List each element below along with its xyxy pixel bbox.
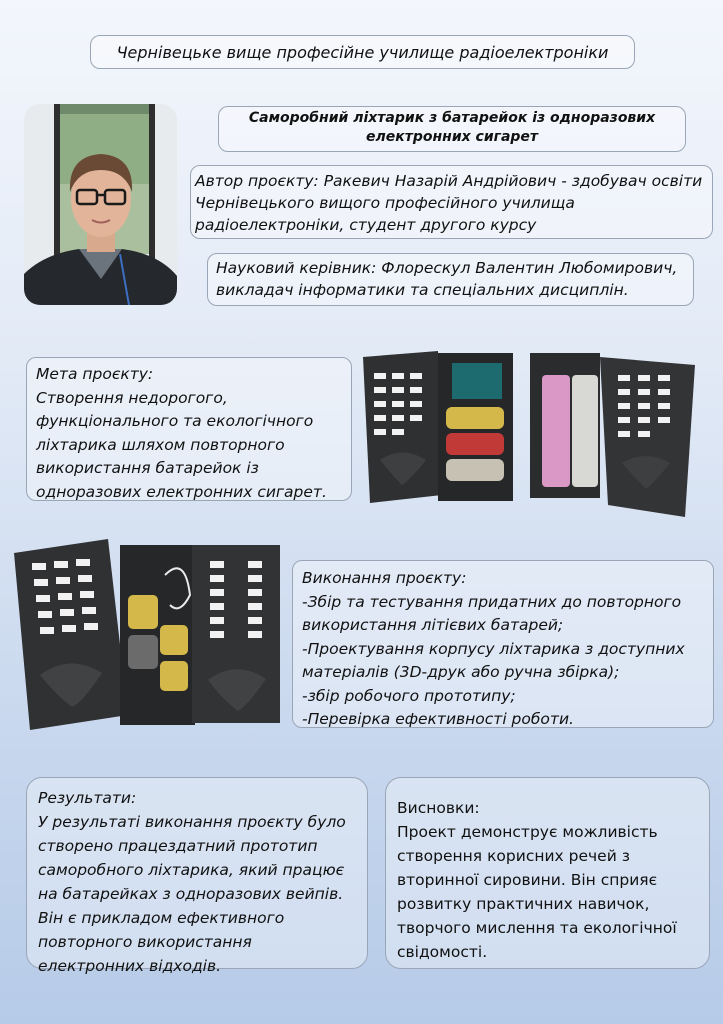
project-results (26, 777, 368, 975)
execution-line-5: -збір робочого прототипу; (302, 686, 516, 705)
supervisor-line-2: викладач інформатики та спеціальних дисциплін. (216, 281, 629, 299)
results-line-5: Він є прикладом ефективного (38, 909, 285, 927)
execution-line-3: -Проектування корпусу ліхтарика з доступних (302, 639, 685, 658)
flashlight-assembled-photo (10, 535, 285, 730)
author-line-2: Чернівецького вищого професійного училища (195, 194, 575, 212)
conclusions-line-3: вторинної сировини. Він сприяє (397, 871, 658, 889)
results-line-7: електронних відходів. (38, 957, 222, 975)
results-line-1: У результаті виконання проєкту було (38, 813, 346, 831)
author-line-3: радіоелектроніки, студент другого курсу (195, 216, 537, 234)
flashlight-open-photo (360, 345, 700, 520)
author-info (190, 165, 713, 239)
execution-line-2: використання літієвих батарей; (302, 616, 564, 634)
goal-line-2: функціонального та екологічного (36, 412, 314, 430)
results-line-6: повторного використання (38, 933, 252, 951)
institution-header: Чернівецьке вище професійне училище радіоелектроніки (90, 35, 635, 69)
goal-heading: Мета проєкту: (36, 365, 154, 383)
conclusions-heading: Висновки: (397, 799, 480, 817)
conclusions-line-1: Проект демонструє можливість (397, 823, 658, 841)
results-line-2: створено працездатний прототип (38, 837, 318, 855)
goal-line-3: ліхтарика шляхом повторного (36, 435, 285, 454)
supervisor-line-1: Науковий керівник: Флорескул Валентин Любомирович, (216, 259, 678, 277)
conclusions-line-6: свідомості. (397, 943, 488, 961)
conclusions-line-5: творчого мислення та екологічної (397, 919, 677, 937)
goal-line-4: використання батарейок із (36, 459, 259, 477)
execution-line-1: -Збір та тестування придатних до повторного (302, 592, 682, 611)
results-line-3: саморобного ліхтарика, який працює (38, 861, 345, 879)
project-goal (26, 357, 352, 501)
execution-heading: Виконання проєкту: (302, 569, 467, 587)
conclusions-line-2: створення корисних речей з (397, 847, 630, 865)
project-conclusions (385, 777, 710, 969)
author-line-1: Автор проєкту: Ракевич Назарій Андрійович - здобувач освіти (195, 172, 703, 190)
project-title (218, 106, 686, 152)
results-line-4: на батарейках з одноразових вейпів. (38, 885, 344, 903)
author-photo (24, 104, 177, 305)
project-execution (292, 560, 714, 728)
project-title-line-2: електронних сигарет (365, 129, 539, 145)
project-title-line-1: Саморобний ліхтарик з батарейок із одноразових (248, 110, 656, 126)
conclusions-line-4: розвитку практичних навичок, (397, 895, 650, 913)
execution-line-6: -Перевірка ефективності роботи. (302, 710, 574, 728)
results-heading: Результати: (38, 789, 137, 807)
supervisor-info (207, 253, 694, 306)
goal-line-1: Створення недорогого, (36, 388, 228, 407)
goal-line-5: одноразових електронних сигарет. (36, 482, 327, 501)
execution-line-4: матеріалів (3D-друк або ручна збірка); (302, 663, 620, 681)
